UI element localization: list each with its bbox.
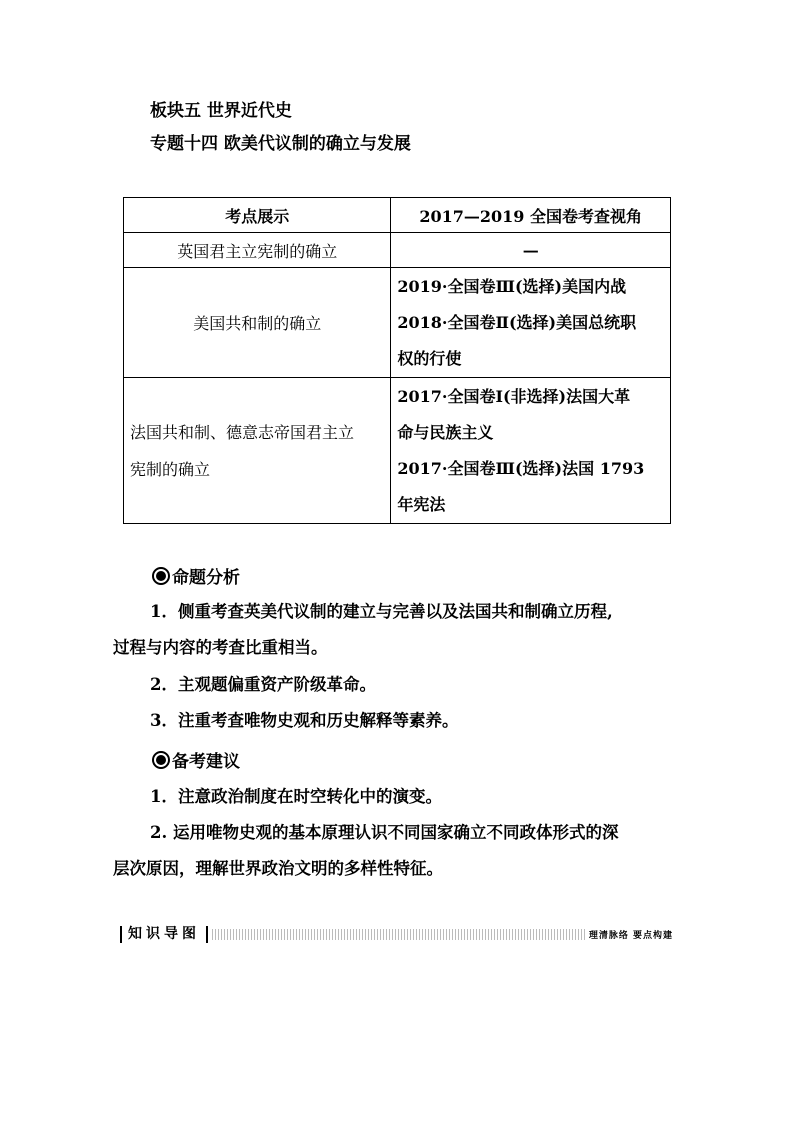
exam-line: 2017·全国卷Ⅲ(选择)法国 1793 [397,458,645,478]
point-line: 宪制的确立 [130,459,211,479]
advice-item-2: 2. 运用唯物史观的基本原理认识不同国家确立不同政体形式的深 [150,823,619,842]
exam-line: 年宪法 [397,494,446,514]
analysis-heading-text: 命题分析 [172,568,240,588]
table-row [124,233,671,268]
col-header-points: 考点展示 [124,198,391,233]
col-header-exam: 2017—2019 全国卷考查视角 [391,198,671,233]
point-cell: 英国君主立宪制的确立 [124,233,391,268]
table-header-row [124,198,671,233]
banner-right-text: 理清脉络 要点构建 [588,931,673,941]
table-row [124,378,671,524]
exam-cell: — [391,233,671,268]
analysis-heading [152,563,240,588]
exam-line: 2018·全国卷Ⅱ(选择)美国总统职 [397,312,637,332]
section-title: 板块五 世界近代史 [150,101,292,121]
analysis-item-1: 1．侧重考查英美代议制的建立与完善以及法国共和制确立历程, [150,602,613,621]
bullet-icon [152,751,170,769]
banner-label: 知识导图 [120,926,208,943]
point-line: 法国共和制、德意志帝国君主立 [130,422,355,442]
analysis-item-2: 2．主观题偏重资产阶级革命。 [150,675,376,694]
advice-heading-text: 备考建议 [172,752,240,772]
exam-cell [391,378,671,524]
knowledge-map-banner [120,926,673,943]
exam-line: 2019·全国卷Ⅲ(选择)美国内战 [397,276,627,296]
exam-cell [391,268,671,378]
topic-title: 专题十四 欧美代议制的确立与发展 [150,134,411,154]
point-cell [124,378,391,524]
exam-line: 命与民族主义 [397,422,494,442]
analysis-item-1-cont: 过程与内容的考查比重相当。 [113,638,328,657]
advice-item-1: 1．注意政治制度在时空转化中的演变。 [150,787,442,806]
exam-points-table [123,197,671,524]
exam-line: 权的行使 [397,348,462,368]
bullet-icon [152,567,170,585]
table-row [124,268,671,378]
advice-item-2-cont: 层次原因，理解世界政治文明的多样性特征。 [113,859,443,878]
advice-heading [152,747,240,772]
exam-line: 2017·全国卷Ⅰ(非选择)法国大革 [397,386,631,406]
analysis-item-3: 3．注重考查唯物史观和历史解释等素养。 [150,711,459,730]
banner-pattern [212,929,585,940]
point-cell: 美国共和制的确立 [124,268,391,378]
